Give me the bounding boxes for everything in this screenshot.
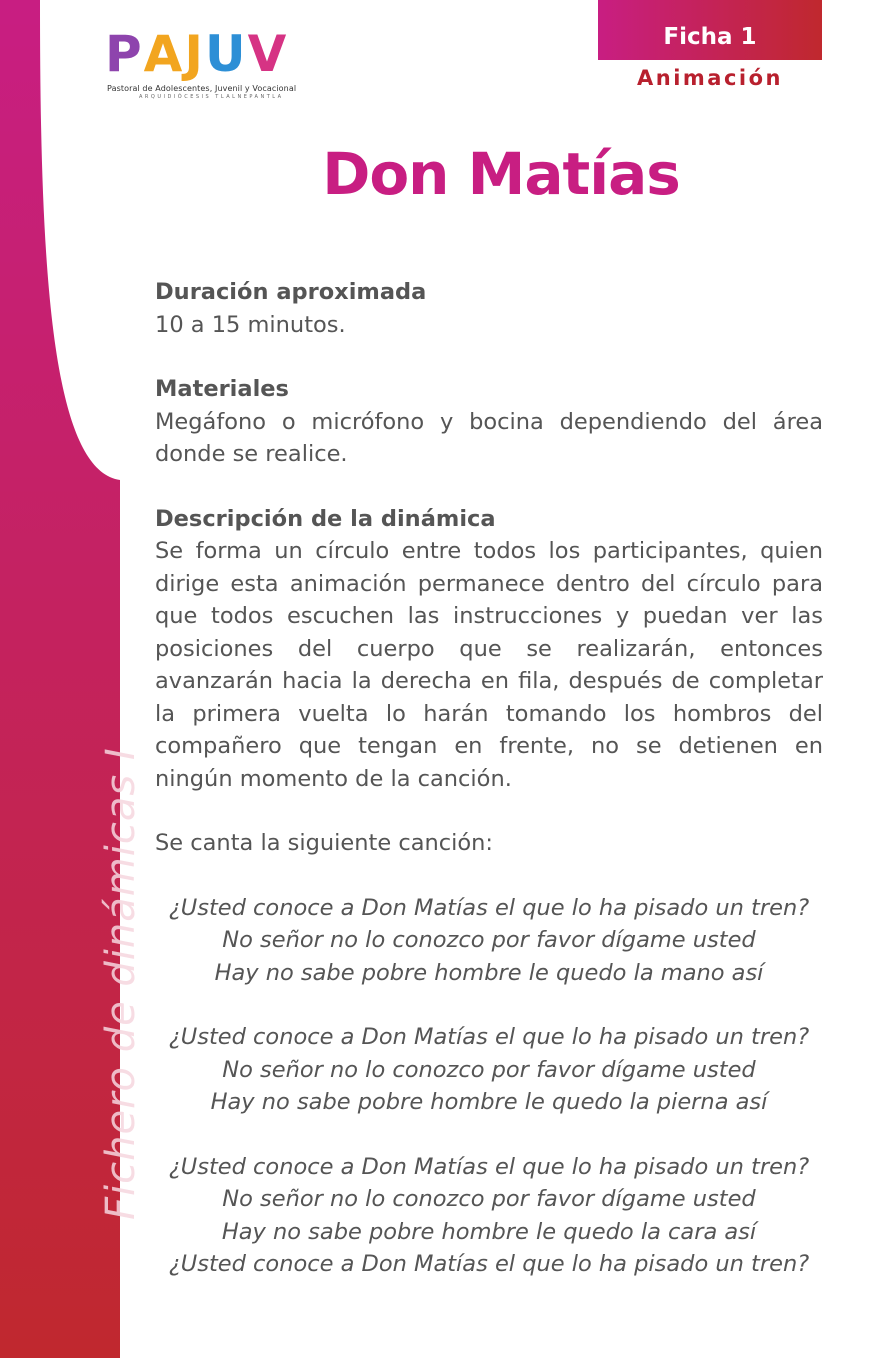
pajuv-logo	[105, 26, 310, 102]
logo-letter-p: P	[105, 25, 142, 83]
song-verse-1	[155, 892, 823, 990]
song-line: No señor no lo conozco por favor dígame usted	[222, 927, 756, 953]
logo-subtitle: Pastoral de Adolescentes, Juvenil y Vocacional	[107, 84, 297, 93]
song-line: ¿Usted conoce a Don Matías el que lo ha pisado un tren?	[168, 1153, 810, 1180]
song-line: Hay no sabe pobre hombre le quedo la cara así	[221, 1218, 757, 1245]
song-line: ¿Usted conoce a Don Matías el que lo ha pisado un tren?	[168, 894, 810, 921]
song-verse-3	[155, 1151, 823, 1281]
description-heading: Descripción de la dinámica	[155, 505, 496, 532]
duration-heading: Duración aproximada	[155, 279, 427, 305]
song-line: No señor no lo conozco por favor dígame usted	[222, 1056, 756, 1083]
song-line: Hay no sabe pobre hombre le quedo la pierna así	[210, 1089, 768, 1115]
song-line: Hay no sabe pobre hombre le quedo la mano así	[214, 959, 764, 986]
logo-wordmark	[105, 26, 286, 82]
logo-letter-j: J	[184, 25, 203, 83]
side-band-curve	[0, 0, 120, 480]
logo-subtitle-2: ARQUIDIÓCESIS TLALNEPANTLA	[139, 94, 284, 100]
main-content	[155, 276, 823, 1281]
song-line: ¿Usted conoce a Don Matías el que lo ha pisado un tren?	[168, 1251, 810, 1277]
category-label: Animación	[637, 66, 783, 90]
duration-text: 10 a 15 minutos.	[155, 311, 346, 338]
ficha-tab: Ficha 1	[598, 0, 822, 60]
materials-text: Megáfono o micrófono y bocina dependiendo del área donde se realice.	[155, 408, 823, 467]
logo-letter-v: V	[247, 25, 287, 83]
song-line: No señor no lo conozco por favor dígame usted	[222, 1186, 756, 1212]
description-text: Se forma un círculo entre todos los participantes, quien dirige esta animación permanece dentro del círculo para que todos escuchen las instrucciones y puedan ver las posiciones del cuerpo que se realizarán, entonces avanzarán hacia la derecha en fila, después de completar la primera vuelta lo harán tomando los hombros del compañero que tengan en frente, no se detienen en ningún momento de la canción.	[155, 538, 823, 792]
song-verse-2	[155, 1021, 823, 1119]
song-intro: Se canta la siguiente canción:	[155, 830, 493, 856]
materials-heading: Materiales	[155, 376, 289, 402]
logo-letter-a: A	[143, 25, 183, 83]
sidebar-vertical-title: Fichero de dinámicas I	[98, 747, 144, 1220]
page-title: Don Matías	[322, 140, 680, 208]
song-line: ¿Usted conoce a Don Matías el que lo ha pisado un tren?	[168, 1024, 810, 1050]
logo-letter-u: U	[204, 25, 246, 83]
